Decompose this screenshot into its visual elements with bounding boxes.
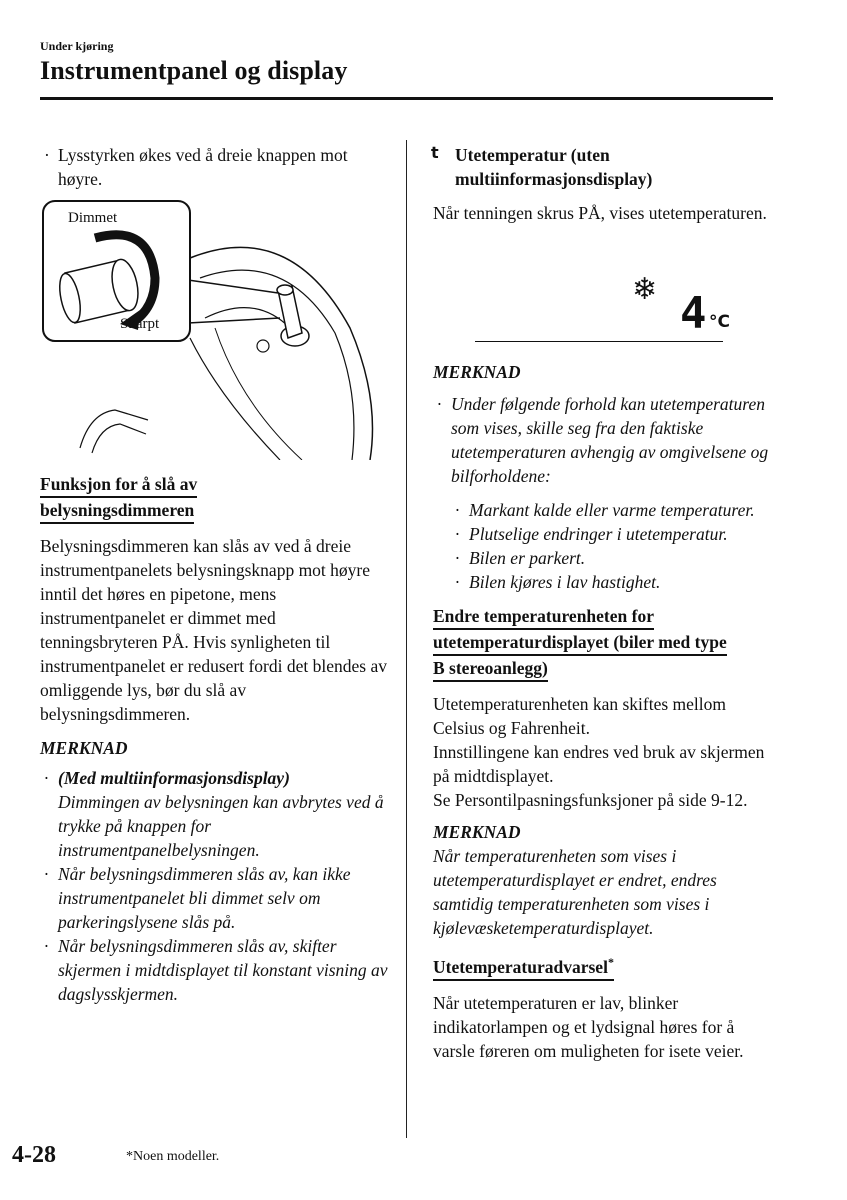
body-dimmer-off: Belysningsdimmeren kan slås av ved å dreie instrumentpanelets belysningsknapp mot høyre inntil det høres en pipetone, mens instrumentpanelet er dimmet med tenningsbryteren PÅ. Hvis synligheten til instrumentpanelet er redusert fordi det blendes av omliggende lys, bør du slå av belysningsdimmeren. [40,536,387,724]
snowflake-icon: ❄ [632,272,658,307]
subheading-unit-change: Endre temperaturenheten for utetemperaturdisplayet (biler med type B stereoanlegg) [433,604,778,682]
note-title: MERKNAD [40,738,128,758]
body-unit-change: Utetemperaturenheten kan skiftes mellom Celsius og Fahrenheit. Innstillingene kan endres ved bruk av skjermen på midtdisplayet. Se Persontilpasningsfunksjoner på side 9-12. [433,694,765,810]
note-item: · Når belysningsdimmeren slås av, kan ikke instrumentpanelet bli dimmet selv om parkeringslysene slås på. [44,864,351,932]
section-marker: t [431,143,439,162]
note-unit-change: Når temperaturenheten som vises i utetemperaturdisplayet er endret, endres samtidig temperaturenheten som vises i kjølevæsketemperaturdisplayet. [433,846,717,938]
note-item: · Når belysningsdimmeren slås av, skifter skjermen i midtdisplayet til konstant visning av dagslysskjermen. [44,936,388,1004]
footnote: *Noen modeller. [126,1149,220,1164]
dim-label: Dimmet [68,210,118,226]
subheading-temp-warning: Utetemperaturadvarsel* [433,950,778,981]
title-divider [40,97,773,100]
intro-outside-temp: Når tenningen skrus PÅ, vises utetemperaturen. [433,203,767,223]
display-baseline [475,341,723,342]
dimmer-knob-illustration [40,198,390,460]
page-number: 4-28 [12,1142,56,1168]
note-item: · Under følgende forhold kan utetemperaturen som vises, skille seg fra den faktiske utetemperaturen avhengig av omgivelsene og bilforholdene: [437,394,769,486]
heading-outside-temp: t Utetemperatur (uten multiinformasjonsdisplay) [431,143,653,189]
body-temp-warning: Når utetemperaturen er lav, blinker indikatorlampen og et lydsignal høres for å varsle føreren om muligheten for isete veier. [433,992,744,1061]
column-divider [406,140,407,1138]
bright-label: Skarpt [120,316,160,332]
note-subitem: · Bilen kjøres i lav hastighet. [455,572,661,592]
left-column [40,143,390,191]
page-title: Instrumentpanel og display [40,56,348,85]
note-title: MERKNAD [433,362,521,382]
note-subitem: · Plutselige endringer i utetemperatur. [455,524,728,544]
note-item: · (Med multiinformasjonsdisplay) Dimmingen av belysningen kan avbrytes ved å trykke på knappen for instrumentpanelbelysningen. [44,768,384,860]
left-column-lower [40,472,390,1006]
temperature-value: 4 [680,288,707,339]
note-title: MERKNAD [433,822,521,842]
section-label: Under kjøring [40,39,114,53]
temperature-display [475,270,730,345]
subheading-dimmer-off: Funksjon for å slå av belysningsdimmeren [40,472,390,524]
note-subitem: · Bilen er parkert. [455,548,586,568]
intro-bullet: · Lysstyrken økes ved å dreie knappen mot høyre. [44,145,348,189]
right-column-lower [433,360,778,1063]
right-column [433,143,778,225]
note-subitem: · Markant kalde eller varme temperaturer. [455,500,755,520]
temperature-unit: °C [709,312,730,332]
